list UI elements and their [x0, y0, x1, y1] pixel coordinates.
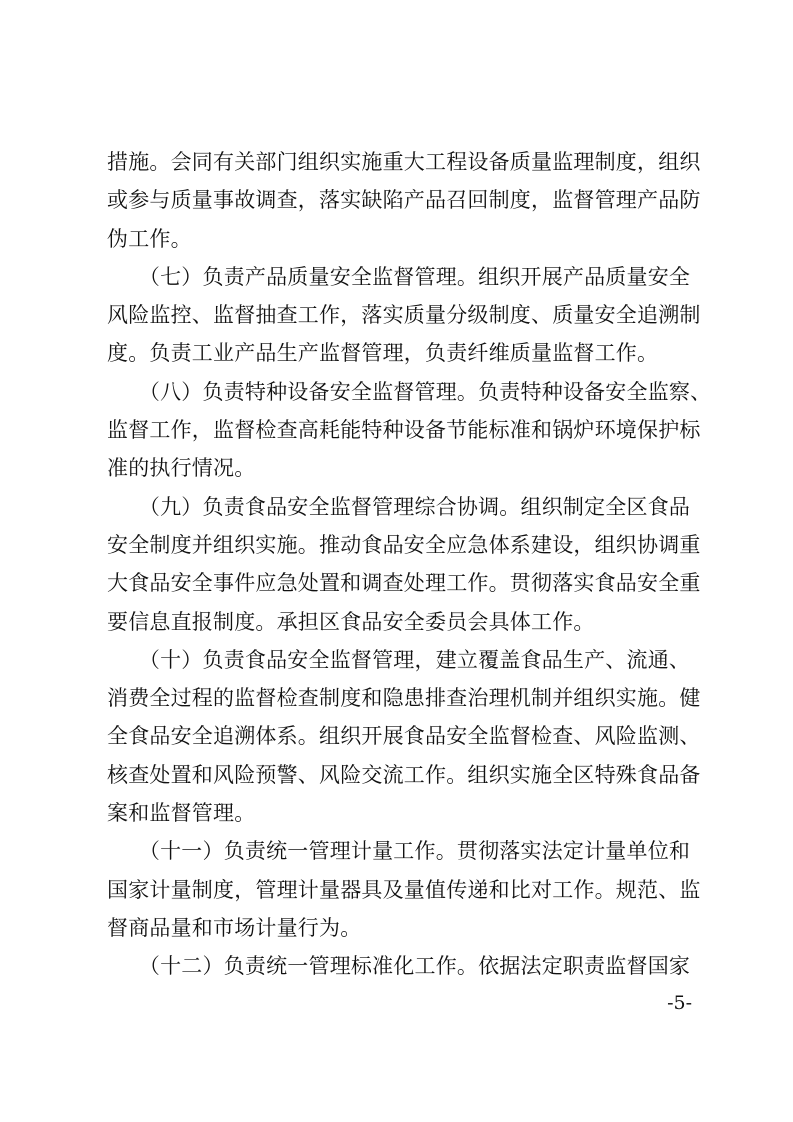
text-line: 案和监督管理。 — [107, 801, 256, 826]
text-line: 伪工作。 — [107, 226, 192, 251]
text-line: 安全制度并组织实施。推动食品安全应急体系建设，组织协调重 — [107, 532, 701, 557]
page-number: -5- — [667, 992, 692, 1014]
text-line: 措施。会同有关部门组织实施重大工程设备质量监理制度，组织 — [107, 150, 701, 174]
text-line: （十一）负责统一管理计量工作。贯彻落实法定计量单位和 — [107, 839, 691, 864]
text-line: 度。负责工业产品生产监督管理，负责纤维质量监督工作。 — [107, 341, 659, 366]
text-line: 或参与质量事故调查，落实缺陷产品召回制度，监督管理产品防 — [107, 188, 701, 213]
text-line: （八）负责特种设备安全监督管理。负责特种设备安全监察、 — [107, 379, 712, 404]
text-line: （七）负责产品质量安全监督管理。组织开展产品质量安全 — [107, 264, 691, 289]
body-text — [107, 143, 712, 986]
text-line: 大食品安全事件应急处置和调查处理工作。贯彻落实食品安全重 — [107, 571, 701, 596]
text-line: 要信息直报制度。承担区食品安全委员会具体工作。 — [107, 609, 595, 634]
text-line: 全食品安全追溯体系。组织开展食品安全监督检查、风险监测、 — [107, 724, 701, 749]
text-line: （十）负责食品安全监督管理，建立覆盖食品生产、流通、 — [107, 647, 691, 672]
text-line: 准的执行情况。 — [107, 456, 256, 481]
text-line: 国家计量制度，管理计量器具及量值传递和比对工作。规范、监 — [107, 877, 701, 902]
text-line: 核查处置和风险预警、风险交流工作。组织实施全区特殊食品备 — [107, 762, 701, 787]
text-line: 消费全过程的监督检查制度和隐患排查治理机制并组织实施。健 — [107, 686, 701, 711]
text-line: 风险监控、监督抽查工作，落实质量分级制度、质量安全追溯制 — [107, 303, 701, 328]
text-line: （九）负责食品安全监督管理综合协调。组织制定全区食品 — [107, 494, 691, 519]
text-line: 督商品量和市场计量行为。 — [107, 915, 362, 940]
text-line: 监督工作，监督检查高耗能特种设备节能标准和锅炉环境保护标 — [107, 418, 701, 443]
text-line: （十二）负责统一管理标准化工作。依据法定职责监督国家 — [107, 954, 691, 979]
